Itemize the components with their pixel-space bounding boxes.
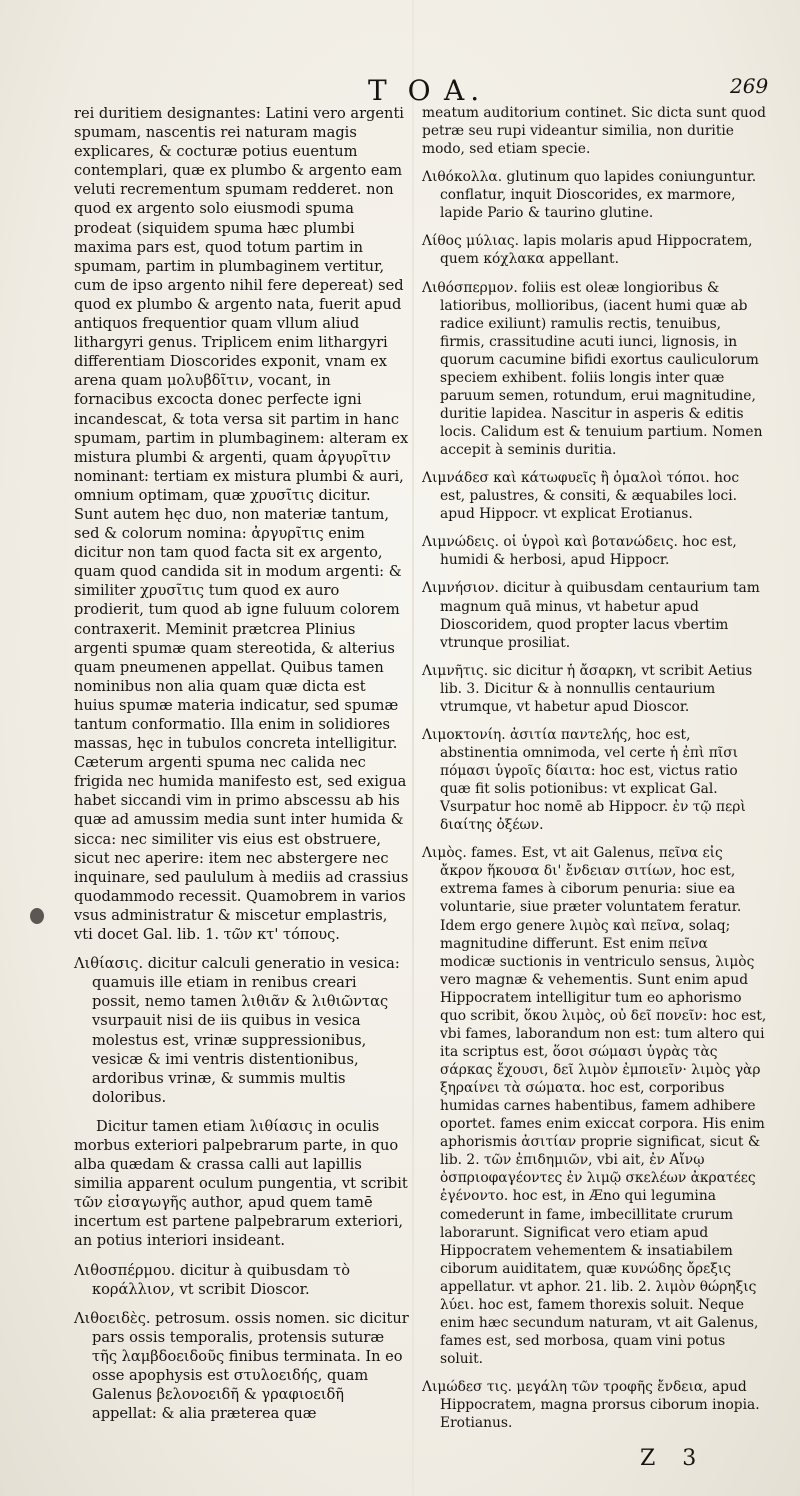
- paragraph: Λιθοσπέρμου. dicitur à quibusdam τὸ κοράλλιον, vt scribit Dioscor.: [74, 1261, 351, 1298]
- paragraph: Λιμνῆτις. sic dicitur ἡ ἄσαρκη, vt scribit Aetius lib. 3. Dicitur & à nonnullis centaurium vtrumque, vt habetur apud Dioscor.: [422, 662, 753, 715]
- page-number: 269: [730, 74, 769, 98]
- paragraph: Λιμοκτονίη. ἀσιτία παντελής, hoc est, abstinentia omnimoda, vel certe ἡ ἐπὶ πῖσι πόμασι ὑγροῖς δίαιτα: hoc est, victus ratio quæ fit solis potionibus: vt explicat Gal. Vsurpatur hoc nomē ab Hippocr. ἐν τῷ περὶ διαίτης ὀξέων.: [422, 726, 746, 834]
- ink-blot: [30, 908, 44, 924]
- paragraph: Λιμνάδεσ καὶ κάτωφυεῖς ἢ ὁμαλοὶ τόποι. hoc est, palustres, & consiti, & æquabiles loci. apud Hippocr. vt explicat Erotianus.: [422, 470, 740, 523]
- paragraph: Λιθοειδὲς. petrosum. ossis nomen. sic dicitur pars ossis temporalis, protensis suturæ τῆς λαμβδοειδοῦς finibus terminata. In eo osse apophysis est στυλοειδής, quam Galenus βελονοειδῆ & γραφιοειδῆ appellat: & alia præterea quæ: [74, 1309, 409, 1423]
- paragraph: Λίθος μύλιας. lapis molaris apud Hippocratem, quem κόχλακα appellant.: [422, 233, 753, 268]
- running-head-left: T O: [368, 74, 437, 107]
- paragraph: Λιμνώδεις. οἱ ὑγροὶ καὶ βοτανώδεις. hoc est, humidi & herbosi, apud Hippocr.: [422, 534, 737, 569]
- paragraph: Λιμνήσιον. dicitur à quibusdam centaurium tam magnum quā minus, vt habetur apud Dioscoridem, quod propter lacus vbertim vtrunque prosiliat.: [422, 580, 760, 651]
- page-fold-shadow: [412, 0, 414, 1496]
- paragraph: Λιθίασις. dicitur calculi generatio in vesica: quamuis ille etiam in renibus creari possit, nemo tamen λιθιᾶν & λιθιῶντας vsurpauit nisi de iis quibus in vesica molestus est, vrinæ suppressionibus, vesicæ & imi ventris distentionibus, ardoribus vrinæ, & summis multis doloribus.: [74, 955, 400, 1106]
- right-text-column: [422, 104, 767, 1432]
- paragraph: Λιμὸς. fames. Est, vt ait Galenus, πεῖνα εἰς ἄκρον ἥκουσα δι' ἔνδειαν σιτίων, hoc est, extrema fames à ciborum penuria: siue ea voluntarie, siue præter voluntatem feratur. Idem ergo genere λιμὸς καὶ πεῖνα, solaq; magnitudine differunt. Est enim πεῖνα modicæ suctionis in ventriculo sensus, λιμὸς vero magnæ & vehementis. Sunt enim apud Hippocratem intelligitur tum eo aphorismo quo scribit, ὅκου λιμὸς, οὐ δεῖ πονεῖν: hoc est, vbi fames, laborandum non est: tum altero qui ita scriptus est, ὅσοι σώμασι ὑγρὰς τὰς σάρκας ἔχουσι, δεῖ λιμὸν ἐμποιεῖν· λιμὸς γὰρ ξηραίνει τὰ σώματα. hoc est, corporibus humidas carnes habentibus, famem adhibere oportet. fames enim exiccat corpora. His enim aphorismis ἀσιτίαν proprie significat, sicut & lib. 2. τῶν ἐπιδημιῶν, vbi ait, ἐν Αἴνῳ ὀσπριοφαγέοντες ἐν λιμῷ σκελέων ἀκρατέες ἐγένοντο. hoc est, in Æno qui legumina comederunt in fame, imbecillitate crurum laborarunt. Significat vero etiam apud Hippocratem vehementem & insatiabilem ciborum auiditatem, quæ κυνώδης ὄρεξις appellatur. vt aphor. 21. lib. 2. λιμὸν θώρηξις λύει. hoc est, famem thorexis soluit. Neque enim hæc secundum naturam, vt ait Galenus, fames est, sed morbosa, quam vini potus soluit.: [422, 845, 767, 1367]
- paragraph: Λιθόκολλα. glutinum quo lapides coniunguntur. conflatur, inquit Dioscorides, ex marmore, lapide Pario & taurino glutine.: [422, 169, 757, 222]
- paragraph: meatum auditorium continet. Sic dicta sunt quod petræ seu rupi videantur similia, non duritie modo, sed etiam specie.: [422, 105, 766, 158]
- paragraph: Dicitur tamen etiam λιθίασις in oculis morbus exteriori palpebrarum parte, in quo alba quædam & crassa calli aut lapillis similia apparent oculum pungentia, vt scribit τῶν εἰσαγωγῆς author, apud quem tamē incertum est partene palpebrarum exteriori, an potius interiori insideant.: [74, 1117, 408, 1250]
- paragraph: Λιθόσπερμον. foliis est oleæ longioribus & latioribus, mollioribus, (iacent humi quæ ab radice exiliunt) ramulis rectis, tenuibus, firmis, crassitudine acuti iunci, lignosis, in quorum cacumine bifidi exortus cauliculorum speciem exhibent. foliis longis inter quæ paruum semen, rotundum, erui magnitudine, duritie lapidea. Nascitur in asperis & editis locis. Calidum est & tenuium partium. Nomen accepit à seminis duritia.: [422, 279, 763, 459]
- paragraph: rei duritiem designantes: Latini vero argenti spumam, nascentis rei naturam magis explicares, & cocturæ potius euentum contemplari, quæ ex plumbo & argento eam veluti recrementum spumam redderet. non quod ex argento solo eiusmodi spuma prodeat (siquidem spuma hæc plumbi maxima pars est, quod totum partim in spumam, partim in plumbaginem vertitur, cum de ipso argento nihil fere depereat) sed quod ex plumbo & argento nata, fuerit apud antiquos frequentior quam vllum aliud lithargyri genus. Triplicem enim lithargyri differentiam Dioscorides exponit, vnam ex arena quam μολυβδῖτιν, vocant, in fornacibus excocta donec perfecte igni incandescat, & tota versa sit partim in hanc spumam, partim in plumbaginem: alteram ex mistura plumbi & argenti, quam ἀργυρῖτιν nominant: tertiam ex mistura plumbi & auri, omnium optimam, quæ χρυσῖτις dicitur. Sunt autem hęc duo, non materiæ tantum, sed & colorum nomina: ἀργυρῖτις enim dicitur non tam quod facta sit ex argento, quam quod candida sit in modum argenti: & similiter χρυσῖτις tum quod ex auro prodierit, tum quod ab igne fuluum colorem contraxerit. Meminit prætcrea Plinius argenti spumæ quam stereotida, & alterius quam pneumenen appellat. Quibus tamen nominibus non alia quam quæ dicta est huius spumæ materia indicatur, sed spumæ tantum conformatio. Illa enim in solidiores massas, hęc in tubulos concreta intelligitur. Cæterum argenti spuma nec calida nec frigida nec humida manifesto est, sed exigua habet siccandi vim in primo abscessu ab his quæ ad amussim media sunt inter humida & sicca: nec similiter vis eius est obstruere, sicut nec aperire: item nec abstergere nec inquinare, sed paululum à mediis ad crassius quodammodo recessit. Quamobrem in varios vsus administratur & miscetur emplastris, vti docet Gal. lib. 1. τῶν κτ' τόπους.: [74, 105, 409, 944]
- left-text-column: [74, 104, 409, 1423]
- paragraph: Λιμώδεσ τις. μεγάλη τῶν τροφῆς ἔνδεια, apud Hippocratem, magna prorsus ciborum inopia. Erotianus.: [422, 1379, 760, 1432]
- running-head-right: A.: [444, 74, 486, 107]
- signature-mark: Z 3: [640, 1446, 707, 1471]
